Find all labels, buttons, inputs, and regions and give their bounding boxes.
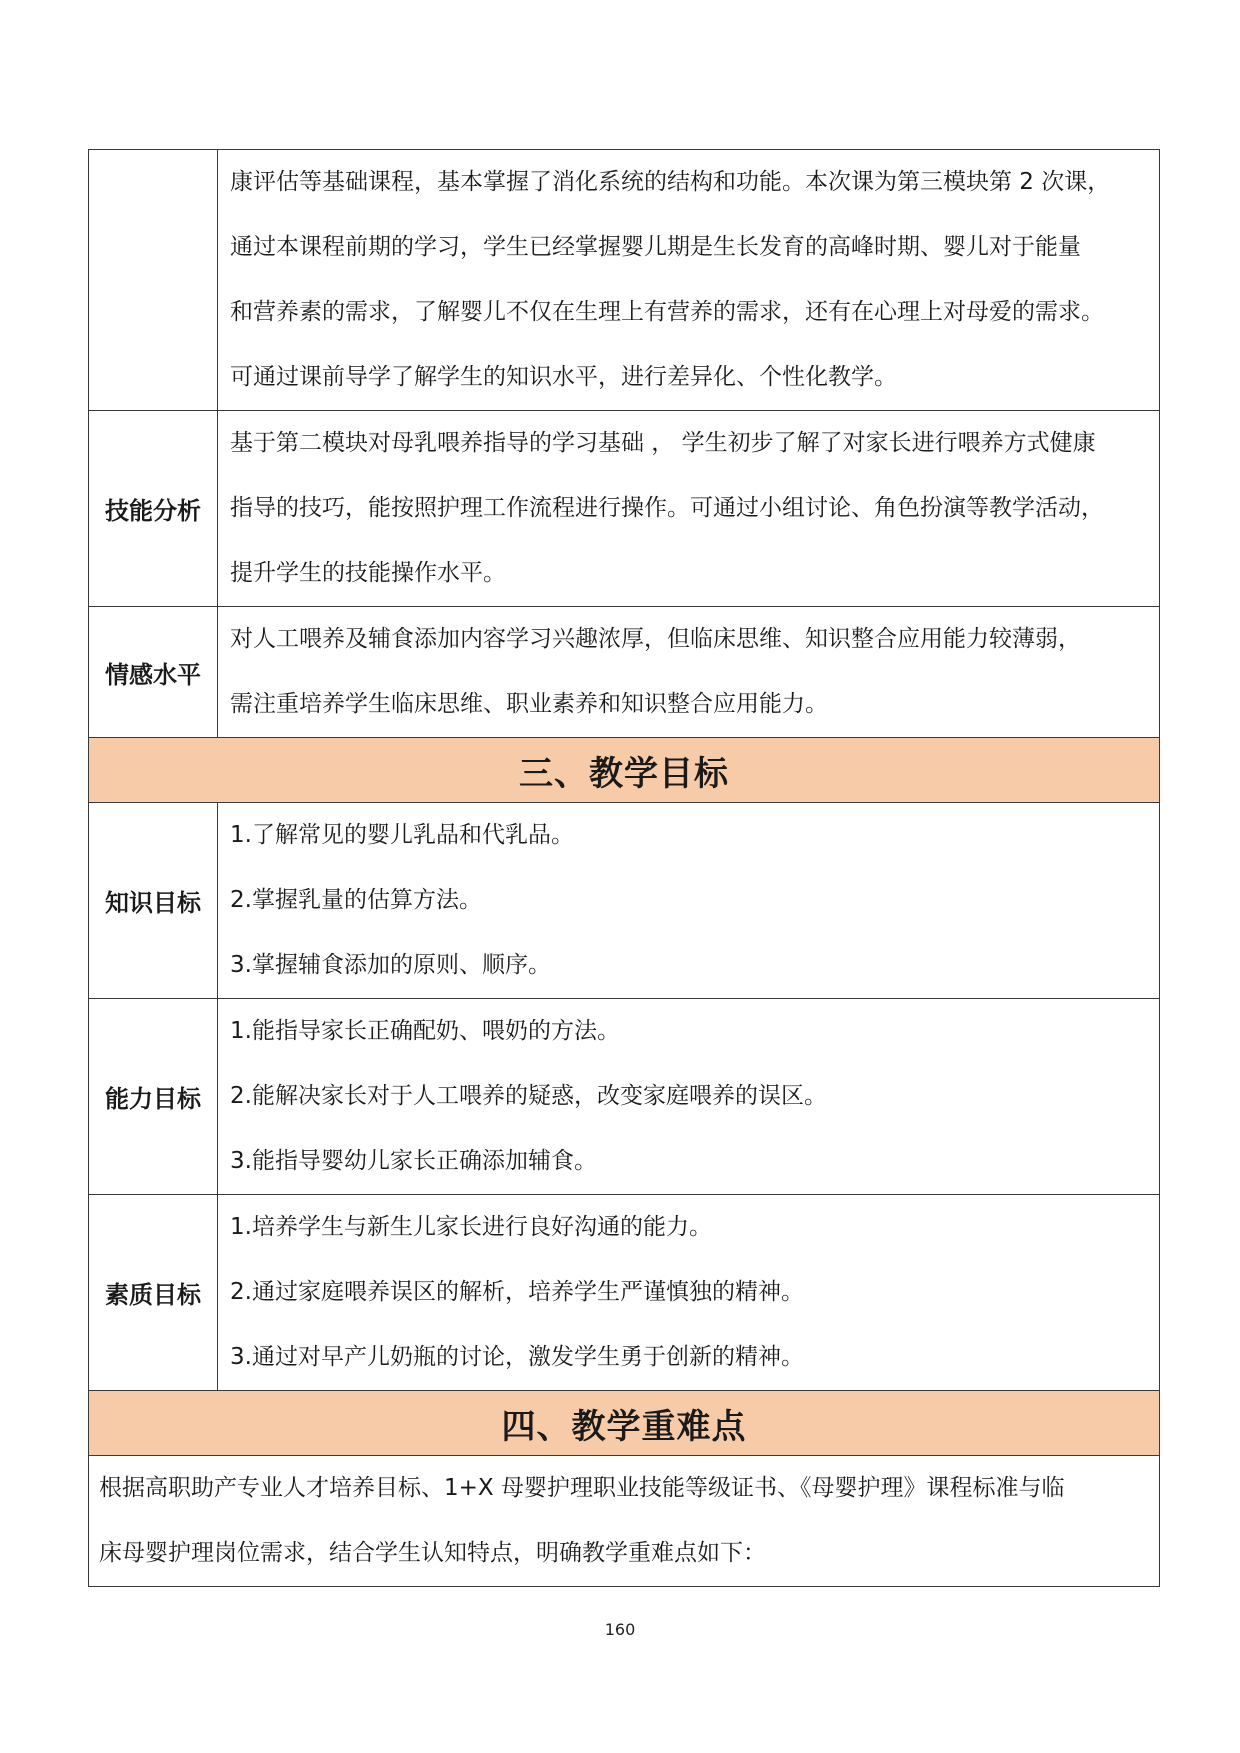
table-row-ability-objectives bbox=[89, 999, 1160, 1195]
table-row-skill-analysis bbox=[89, 411, 1160, 607]
text-line: 通过本课程前期的学习，学生已经掌握婴儿期是生长发育的高峰时期、婴儿对于能量 bbox=[230, 234, 1081, 260]
list-item: 3.掌握辅食添加的原则、顺序。 bbox=[230, 952, 551, 978]
text-line: 提升学生的技能操作水平。 bbox=[230, 560, 506, 586]
section-header-objectives bbox=[89, 738, 1160, 803]
table-row-quality-objectives bbox=[89, 1195, 1160, 1391]
row-label-empty bbox=[89, 150, 218, 411]
list-item: 2.掌握乳量的估算方法。 bbox=[230, 887, 482, 913]
list-item: 1.了解常见的婴儿乳品和代乳品。 bbox=[230, 822, 574, 848]
text-line: 康评估等基础课程，基本掌握了消化系统的结构和功能。本次课为第三模块第 2 次课， bbox=[230, 169, 1111, 195]
text-line: 和营养素的需求，了解婴儿不仅在生理上有营养的需求，还有在心理上对母爱的需求。 bbox=[230, 299, 1104, 325]
row-content-skill-analysis bbox=[218, 411, 1160, 607]
text-line: 根据高职助产专业人才培养目标、1+X 母婴护理职业技能等级证书、《母婴护理》课程标准与临 bbox=[99, 1475, 1065, 1501]
list-item: 1.培养学生与新生儿家长进行良好沟通的能力。 bbox=[230, 1214, 712, 1240]
page-number: 160 bbox=[604, 1620, 636, 1639]
row-label-emotion-level: 情感水平 bbox=[89, 607, 218, 738]
list-item: 2.通过家庭喂养误区的解析，培养学生严谨慎独的精神。 bbox=[230, 1279, 804, 1305]
text-line: 可通过课前导学了解学生的知识水平，进行差异化、个性化教学。 bbox=[230, 364, 897, 390]
table-row-key-points-intro bbox=[89, 1456, 1160, 1587]
row-label-quality-objectives: 素质目标 bbox=[89, 1195, 218, 1391]
list-item: 1.能指导家长正确配奶、喂奶的方法。 bbox=[230, 1018, 620, 1044]
lesson-plan-table bbox=[88, 149, 1160, 1587]
row-label-knowledge-objectives: 知识目标 bbox=[89, 803, 218, 999]
row-label-skill-analysis: 技能分析 bbox=[89, 411, 218, 607]
text-line: 床母婴护理岗位需求，结合学生认知特点，明确教学重难点如下： bbox=[99, 1540, 766, 1566]
table-row-student-knowledge bbox=[89, 150, 1160, 411]
table-row-knowledge-objectives bbox=[89, 803, 1160, 999]
row-content-ability-objectives bbox=[218, 999, 1160, 1195]
text-line: 指导的技巧，能按照护理工作流程进行操作。可通过小组讨论、角色扮演等教学活动， bbox=[230, 495, 1104, 521]
text-line: 对人工喂养及辅食添加内容学习兴趣浓厚，但临床思维、知识整合应用能力较薄弱， bbox=[230, 626, 1081, 652]
list-item: 3.能指导婴幼儿家长正确添加辅食。 bbox=[230, 1148, 597, 1174]
row-label-ability-objectives: 能力目标 bbox=[89, 999, 218, 1195]
table-row-emotion-level bbox=[89, 607, 1160, 738]
list-item: 2.能解决家长对于人工喂养的疑惑，改变家庭喂养的误区。 bbox=[230, 1083, 827, 1109]
row-content-quality-objectives bbox=[218, 1195, 1160, 1391]
row-content-student-knowledge bbox=[218, 150, 1160, 411]
text-line: 基于第二模块对母乳喂养指导的学习基础 ， 学生初步了解了对家长进行喂养方式健康 bbox=[230, 430, 1096, 456]
row-content-emotion-level bbox=[218, 607, 1160, 738]
text-line: 需注重培养学生临床思维、职业素养和知识整合应用能力。 bbox=[230, 691, 828, 717]
list-item: 3.通过对早产儿奶瓶的讨论，激发学生勇于创新的精神。 bbox=[230, 1344, 804, 1370]
section-title-key-points: 四、教学重难点 bbox=[89, 1391, 1160, 1456]
key-points-paragraph bbox=[89, 1456, 1160, 1587]
section-title-objectives: 三、教学目标 bbox=[89, 738, 1160, 803]
section-header-key-points bbox=[89, 1391, 1160, 1456]
row-content-knowledge-objectives bbox=[218, 803, 1160, 999]
